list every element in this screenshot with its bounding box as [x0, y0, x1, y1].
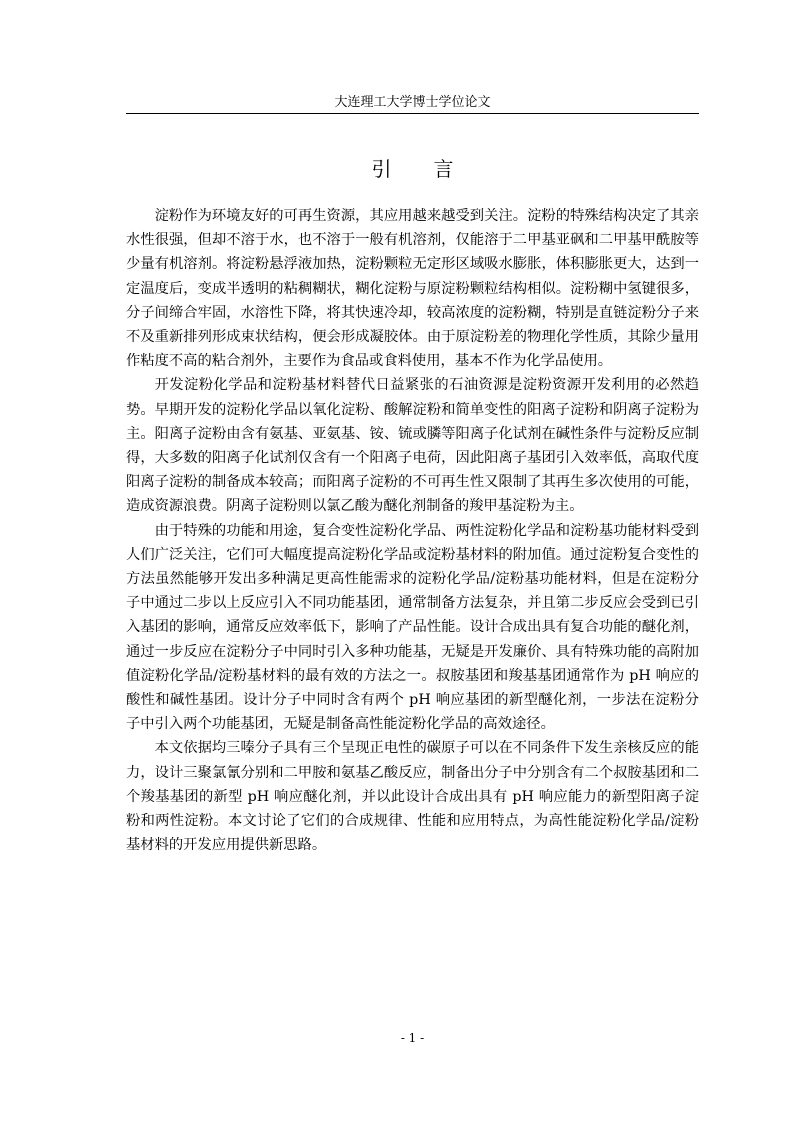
page-number: - 1 - — [400, 1031, 425, 1045]
running-header: 大连理工大学博士学位论文 — [126, 93, 699, 114]
chapter-title-char-2: 言 — [433, 157, 454, 181]
paragraph-3: 由于特殊的功能和用途，复合变性淀粉化学品、两性淀粉化学品和淀粉基功能材料受到人们广泛关注，它们可大幅度提高淀粉化学品或淀粉基材料的附加值。通过淀粉复合变性的方法虽然能够开发出多种满足更高性能需求的淀粉化学品/淀粉基功能材料，但是在淀粉分子中通过二步以上反应引入不同功能基团，通常制备方法复杂，并且第二步反应会受到已引入基团的影响，通常反应效率低下，影响了产品性能。设计合成出具有复合功能的醚化剂，通过一步反应在淀粉分子中同时引入多种功能基，无疑是开发廉价、具有特殊功能的高附加值淀粉化学品/淀粉基材料的最有效的方法之一。叔胺基团和羧基基团通常作为 pH 响应的酸性和碱性基团。设计分子中同时含有两个 pH 响应基团的新型醚化剂，一步法在淀粉分子中引入两个功能基团，无疑是制备高性能淀粉化学品的高效途径。 — [126, 522, 699, 733]
chapter-title-char-1: 引 — [371, 157, 392, 181]
chapter-title — [126, 155, 699, 183]
paragraph-1: 淀粉作为环境友好的可再生资源，其应用越来越受到关注。淀粉的特殊结构决定了其亲水性很强，但却不溶于水，也不溶于一般有机溶剂，仅能溶于二甲基亚砜和二甲基甲酰胺等少量有机溶剂。将淀粉悬浮液加热，淀粉颗粒无定形区域吸水膨胀，体积膨胀更大，达到一定温度后，变成半透明的粘稠糊状，糊化淀粉与原淀粉颗粒结构相似。淀粉糊中氢键很多，分子间缔合牢固，水溶性下降，将其快速冷却，较高浓度的淀粉糊，特别是直链淀粉分子来不及重新排列形成束状结构，便会形成凝胶体。由于原淀粉差的物理化学性质，其除少量用作粘度不高的粘合剂外，主要作为食品或食料使用，基本不作为化学品使用。 — [126, 208, 699, 370]
paragraph-2: 开发淀粉化学品和淀粉基材料替代日益紧张的石油资源是淀粉资源开发利用的必然趋势。早期开发的淀粉化学品以氧化淀粉、酸解淀粉和简单变性的阳离子淀粉和阴离子淀粉为主。阳离子淀粉由含有氨基、亚氨基、铵、锍或膦等阳离子化试剂在碱性条件与淀粉反应制得，大多数的阳离子化试剂仅含有一个阳离子电荷，因此阳离子基团引入效率低，高取代度阳离子淀粉的制备成本较高；而阳离子淀粉的不可再生性又限制了其再生多次使用的可能，造成资源浪费。阴离子淀粉则以氯乙酸为醚化剂制备的羧甲基淀粉为主。 — [126, 377, 699, 515]
paragraph-4: 本文依据均三嗪分子具有三个呈现正电性的碳原子可以在不同条件下发生亲核反应的能力，设计三聚氯氰分别和二甲胺和氨基乙酸反应，制备出分子中分别含有二个叔胺基团和二个羧基基团的新型 pH 响应醚化剂，并以此设计合成出具有 pH 响应能力的新型阳离子淀粉和两性淀粉。本文讨论了它们的合成规律、性能和应用特点，为高性能淀粉化学品/淀粉基材料的开发应用提供新思路。 — [126, 740, 699, 854]
body-text — [126, 204, 699, 857]
